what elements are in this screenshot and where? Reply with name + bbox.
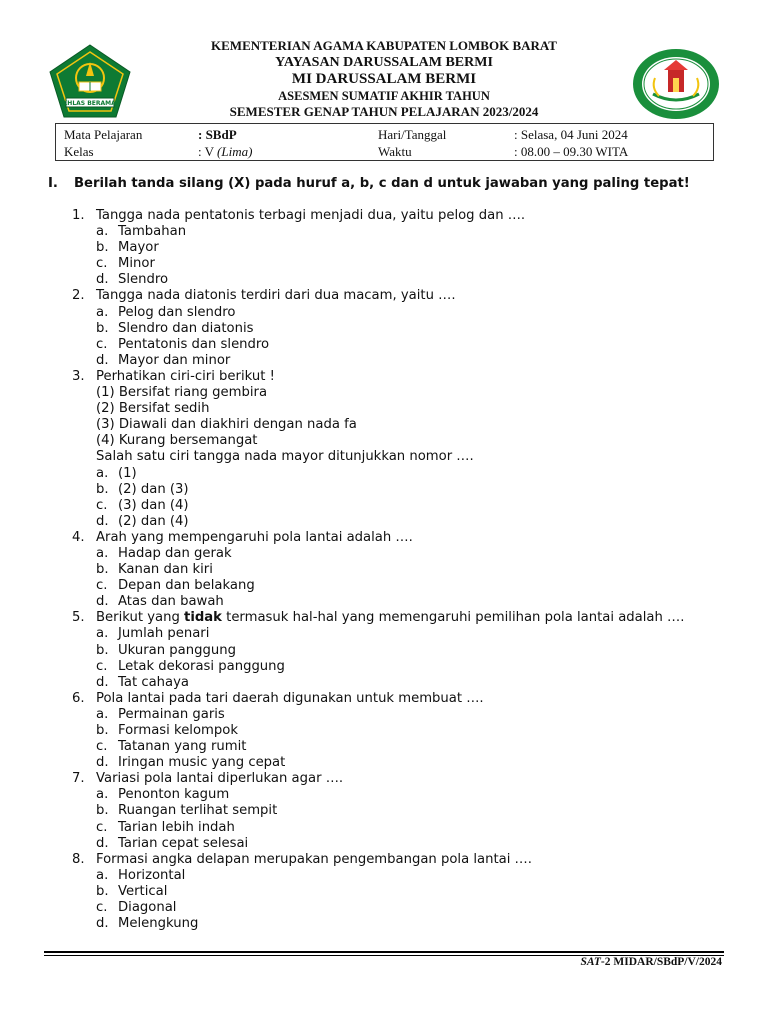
question-8: 8. Formasi angka delapan merupakan pengembangan pola lantai …. [72,851,532,867]
header-foundation: YAYASAN DARUSSALAM BERMI [275,54,493,70]
option[interactable]: b. Vertical [96,883,168,899]
header-school: MI DARUSSALAM BERMI [291,71,477,87]
logo-banner-text: IKHLAS BERAMAL [60,100,120,107]
question-list [72,208,732,932]
option[interactable]: d. Iringan music yang cepat [96,755,286,771]
footer-rule [44,951,724,953]
section-instruction [48,176,690,191]
option[interactable]: c. Depan dan belakang [96,578,255,594]
option[interactable]: a. Horizontal [96,867,186,883]
option[interactable]: b. Mayor [96,240,159,256]
option[interactable]: c. (3) dan (4) [96,497,189,513]
option[interactable]: d. Melengkung [96,916,199,932]
question-text: Variasi pola lantai diperlukan agar …. [96,771,344,787]
feature-item: (1) Bersifat riang gembira [96,385,268,401]
option[interactable]: a. (1) [96,465,137,481]
option[interactable]: a. Jumlah penari [96,626,210,642]
question-1: 1. Tangga nada pentatonis terbagi menjadi dua, yaitu pelog dan …. [72,208,526,223]
option[interactable]: d. Slendro [96,272,169,288]
option[interactable]: d. Tat cahaya [96,674,189,690]
option[interactable]: a. Penonton kagum [96,787,230,803]
question-3: 3. Perhatikan ciri-ciri berikut ! [72,368,275,384]
option[interactable]: a. Permainan garis [96,706,225,722]
option[interactable]: a. Hadap dan gerak [96,545,232,561]
option[interactable]: b. (2) dan (3) [96,481,189,497]
date-value: : Selasa, 04 Juni 2024 [514,127,628,142]
instruction-text: Berilah tanda silang (X) pada huruf a, b, c dan d untuk jawaban yang paling tepat! [74,176,690,191]
option[interactable]: d. Tarian cepat selesai [96,835,249,851]
class-value-words: (Lima) [217,144,253,159]
header-exam-title: ASESMEN SUMATIF AKHIR TAHUN [278,88,490,103]
option[interactable]: b. Ukuran panggung [96,642,236,658]
time-label: Waktu [378,144,412,159]
feature-item: (3) Diawali dan diakhiri dengan nada fa [96,417,357,433]
exam-info-box [55,123,714,161]
option[interactable]: b. Ruangan terlihat sempit [96,803,278,819]
question-prompt: Salah satu ciri tangga nada mayor ditunjukkan nomor …. [96,449,474,465]
question-text: Pola lantai pada tari daerah digunakan untuk membuat …. [96,690,484,706]
option[interactable]: c. Diagonal [96,900,177,916]
option[interactable]: c. Tatanan yang rumit [96,739,247,755]
question-7: 7. Variasi pola lantai diperlukan agar …. [72,771,344,787]
class-label: Kelas [64,144,94,159]
time-value: : 08.00 – 09.30 WITA [514,144,629,159]
date-label: Hari/Tanggal [378,127,447,142]
question-text: Tangga nada diatonis terdiri dari dua macam, yaitu …. [96,288,456,304]
question-5: 5. Berikut yang tidak termasuk hal-hal yang memengaruhi pemilihan pola lantai adalah …. [72,610,685,626]
option[interactable]: c. Minor [96,256,155,272]
section-number: I. [48,176,58,191]
option[interactable]: a. Tambahan [96,224,187,240]
subject-value: : SBdP [198,127,237,142]
question-text: Formasi angka delapan merupakan pengembangan pola lantai …. [96,851,532,867]
option[interactable]: c. Pentatonis dan slendro [96,336,270,352]
question-text: Berikut yang tidak termasuk hal-hal yang memengaruhi pemilihan pola lantai adalah …. [96,610,685,626]
option[interactable]: b. Slendro dan diatonis [96,320,254,336]
question-6: 6. Pola lantai pada tari daerah digunakan untuk membuat …. [72,690,484,706]
question-2: 2. Tangga nada diatonis terdiri dari dua macam, yaitu …. [72,288,456,304]
header-semester: SEMESTER GENAP TAHUN PELAJARAN 2023/2024 [229,104,539,119]
option[interactable]: b. Formasi kelompok [96,723,238,738]
feature-item: (4) Kurang bersemangat [96,433,258,449]
document-code: SAT-2 MIDAR/SBdP/V/2024 [580,956,722,968]
question-text: Perhatikan ciri-ciri berikut ! [96,368,275,384]
subject-label: Mata Pelajaran [64,127,143,142]
emphasis-word: tidak [184,610,222,626]
option[interactable]: c. Tarian lebih indah [96,819,235,835]
option[interactable]: d. Mayor dan minor [96,352,231,368]
question-4: 4. Arah yang mempengaruhi pola lantai adalah …. [72,529,413,545]
feature-item: (2) Bersifat sedih [96,401,210,417]
document-header [0,38,768,121]
question-text: Arah yang mempengaruhi pola lantai adalah …. [96,529,413,545]
option[interactable]: c. Letak dekorasi panggung [96,658,285,674]
header-ministry: KEMENTERIAN AGAMA KABUPATEN LOMBOK BARAT [211,38,557,53]
class-value: : V (Lima) [198,144,253,159]
option[interactable]: a. Pelog dan slendro [96,304,236,320]
option[interactable]: b. Kanan dan kiri [96,562,213,578]
question-text: Tangga nada pentatonis terbagi menjadi dua, yaitu pelog dan …. [96,208,526,223]
option[interactable]: d. Atas dan bawah [96,594,224,610]
option[interactable]: d. (2) dan (4) [96,513,189,529]
